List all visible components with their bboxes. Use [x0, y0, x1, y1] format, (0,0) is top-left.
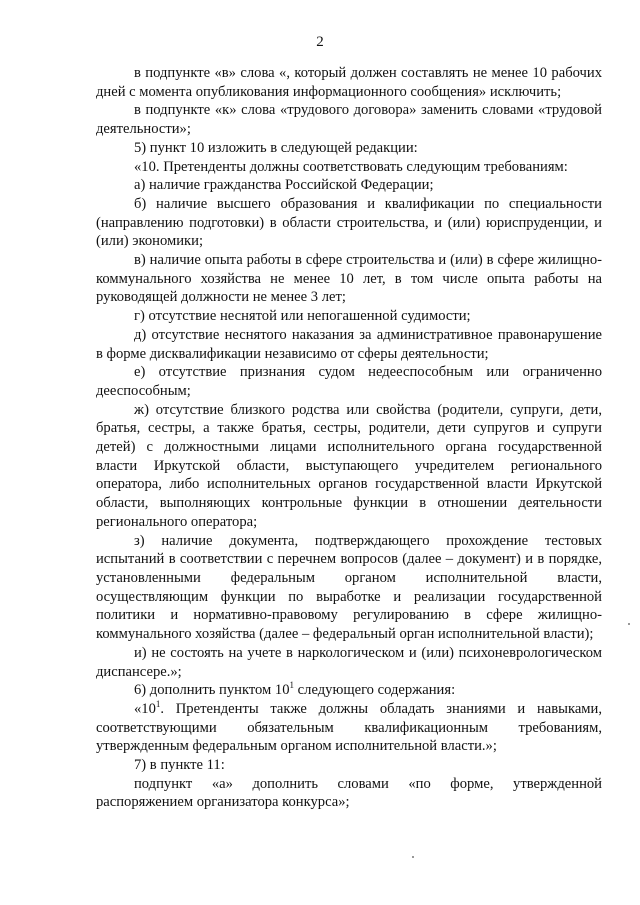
paragraph-item-6 [96, 681, 602, 700]
paragraph-point-10-1 [96, 700, 602, 756]
paragraph-req-i: и) не состоять на учете в наркологическом и (или) психоневрологическом диспансере.»; [96, 644, 602, 680]
scan-speck [628, 623, 630, 625]
paragraph-subpoint-k: в подпункте «к» слова «трудового договора» заменить словами «трудовой деятельности»; [96, 102, 602, 138]
point-10-1-text-after: . Претенденты также должны обладать знаниями и навыками, соответствующими обязательным квалификационным требованиям, утвержденным федеральным органом исполнительной власти.»; [96, 700, 602, 755]
paragraph-subpoint-a: подпункт «а» дополнить словами «по форме, утвержденной распоряжением организатора конкурса»; [96, 775, 602, 811]
item-6-superscript: 1 [289, 680, 295, 691]
paragraph-item-5: 5) пункт 10 изложить в следующей редакции: [134, 139, 418, 156]
paragraph-req-zh: ж) отсутствие близкого родства или свойства (родители, супруги, дети, братья, сестры, а также братья, сестры, родители, дети супругов и супруги детей) с должностными лицами исполнительного органа государственной власти Иркутской области, выступающего учредителем регионального оператора, либо исполнительных органов государственной власти Иркутской области, выполняющих контрольные функции в отношении деятельности регионального оператора; [96, 401, 602, 530]
paragraph-req-g: г) отсутствие неснятой или непогашенной судимости; [134, 308, 471, 325]
scan-speck [412, 856, 414, 858]
page-number: 2 [316, 34, 324, 50]
point-10-1-text-before: «10 [134, 700, 156, 717]
item-6-text-before: 6) дополнить пунктом 10 [134, 682, 290, 699]
item-6-text-after: следующего содержания: [294, 682, 456, 699]
paragraph-req-e: е) отсутствие признания судом недееспособным или ограниченно дееспособным; [96, 364, 602, 399]
paragraph-req-a: а) наличие гражданства Российской Федерации; [134, 177, 434, 194]
paragraph-req-z: з) наличие документа, подтверждающего прохождение тестовых испытаний в соответствии с перечнем вопросов (далее – документ) и в порядке, установленными федеральным органом исполнительной власти, осуществляющим функции по выработке и реализации государственной политики и нормативно-правовому регулированию в сфере жилищно-коммунального хозяйства (далее – федеральный орган исполнительной власти); [96, 532, 602, 643]
paragraph-point-10: «10. Претенденты должны соответствовать следующим требованиям: [134, 158, 568, 175]
paragraph-subpoint-v: в подпункте «в» слова «, который должен составлять не менее 10 рабочих дней с момента опубликования информационного сообщения» исключить; [96, 65, 602, 100]
paragraph-req-d: д) отсутствие неснятого наказания за административное правонарушение в форме дисквалификации независимо от сферы деятельности; [96, 326, 602, 362]
paragraph-req-v: в) наличие опыта работы в сфере строительства и (или) в сфере жилищно-коммунального хозяйства не менее 10 лет, в том числе опыта работы на руководящей должности не менее 3 лет; [96, 252, 602, 306]
document-body [96, 64, 602, 812]
paragraph-req-b: б) наличие высшего образования и квалификации по специальности (направлению подготовки) в области строительства, и (или) юриспруденции, и (или) экономики; [96, 195, 602, 250]
paragraph-item-7: 7) в пункте 11: [134, 757, 225, 774]
point-10-1-superscript: 1 [155, 699, 161, 710]
